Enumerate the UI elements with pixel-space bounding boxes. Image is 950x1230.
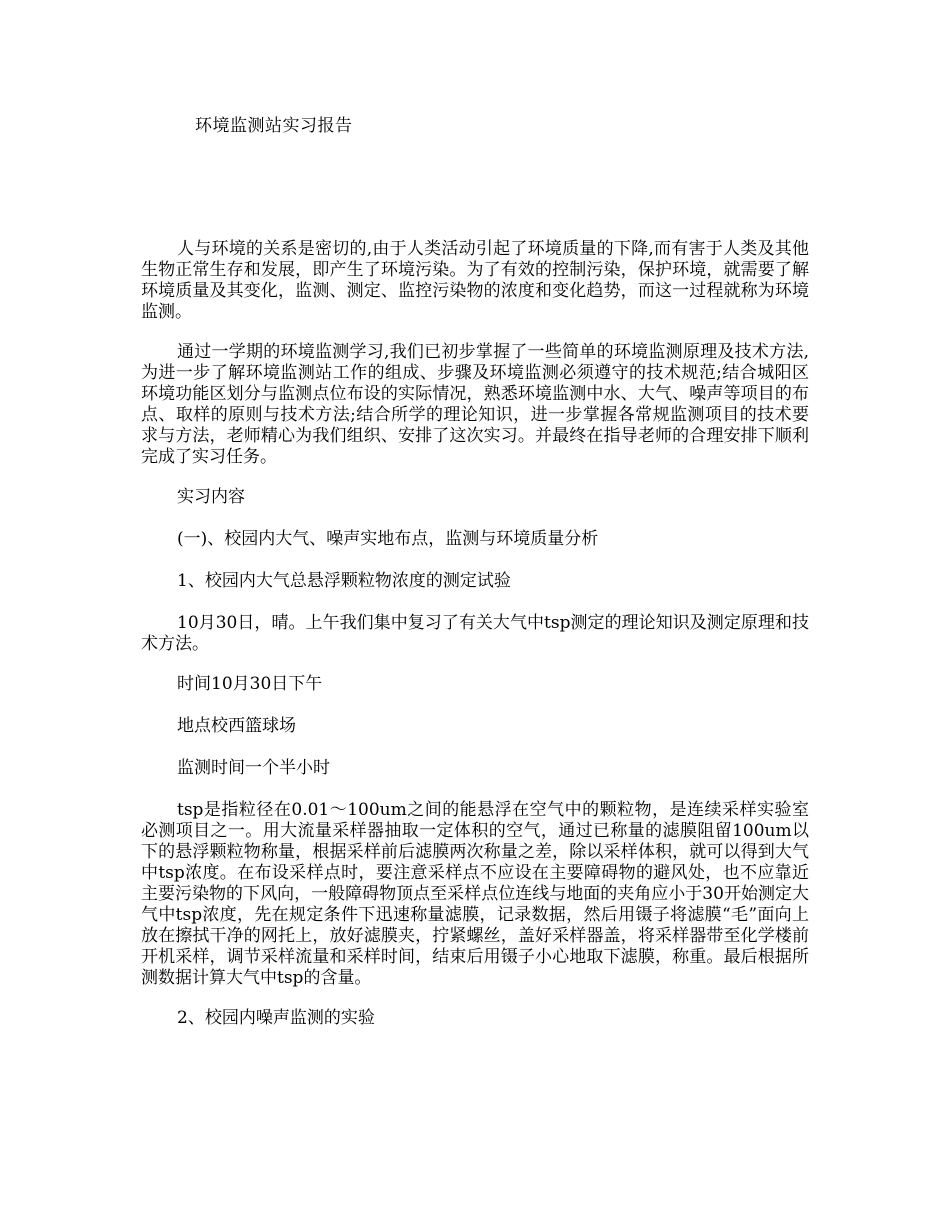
paragraph-tsp-method: tsp是指粒径在0.01～100um之间的能悬浮在空气中的颗粒物，是连续采样实验室必测项目之一。用大流量采样器抽取一定体积的空气，通过已称量的滤膜阻留100um以下的悬浮颗粒物称量，根据采样前后滤膜两次称量之差，除以采样体积，就可以得到大气中tsp浓度。在布设采样点时，要注意采样点不应设在主要障碍物的避风处，也不应靠近主要污染物的下风向，一般障碍物顶点至采样点位连线与地面的夹角应小于30开始测定大气中tsp浓度，先在规定条件下迅速称量滤膜，记录数据，然后用镊子将滤膜“毛”面向上放在擦拭干净的网托上，放好滤膜夹，拧紧螺丝，盖好采样器盖，将采样器带至化学楼前开机采样，调节采样流量和采样时间，结束后用镊子小心地取下滤膜，称重。最后根据所测数据计算大气中tsp的含量。: [141, 800, 809, 988]
paragraph-duration: 监测时间一个半小时: [177, 758, 330, 778]
subsection-heading-2: 2、校园内噪声监测的实验: [177, 1008, 375, 1028]
paragraph-intro: 人与环境的关系是密切的,由于人类活动引起了环境质量的下降,而有害于人类及其他生物正常生存和发展，即产生了环境污染。为了有效的控制污染，保护环境，就需要了解环境质量及其变化，监测、测定、监控污染物的浓度和变化趋势，而这一过程就称为环境监测。: [141, 239, 809, 322]
paragraph-date: 10月30日，晴。上午我们集中复习了有关大气中tsp测定的理论知识及测定原理和技术方法。: [141, 613, 809, 654]
section-heading-1: (一)、校园内大气、噪声实地布点，监测与环境质量分析: [177, 529, 599, 549]
document-body: [141, 239, 809, 1050]
paragraph-background: 通过一学期的环境监测学习,我们已初步掌握了一些简单的环境监测原理及技术方法,为进一步了解环境监测站工作的组成、步骤及环境监测必须遵守的技术规范;结合城阳区环境功能区划分与监测点位布设的实际情况，熟悉环境监测中水、大气、噪声等项目的布点、取样的原则与技术方法;结合所学的理论知识，进一步掌握各常规监测项目的技术要求与方法，老师精心为我们组织、安排了这次实习。并最终在指导老师的合理安排下顺利完成了实习任务。: [141, 342, 809, 467]
subsection-heading-1: 1、校园内大气总悬浮颗粒物浓度的测定试验: [177, 571, 511, 591]
section-heading-content: 实习内容: [177, 487, 245, 507]
document-title: 环境监测站实习报告: [195, 116, 353, 136]
paragraph-time: 时间10月30日下午: [177, 674, 323, 694]
paragraph-location: 地点校西篮球场: [177, 716, 296, 736]
